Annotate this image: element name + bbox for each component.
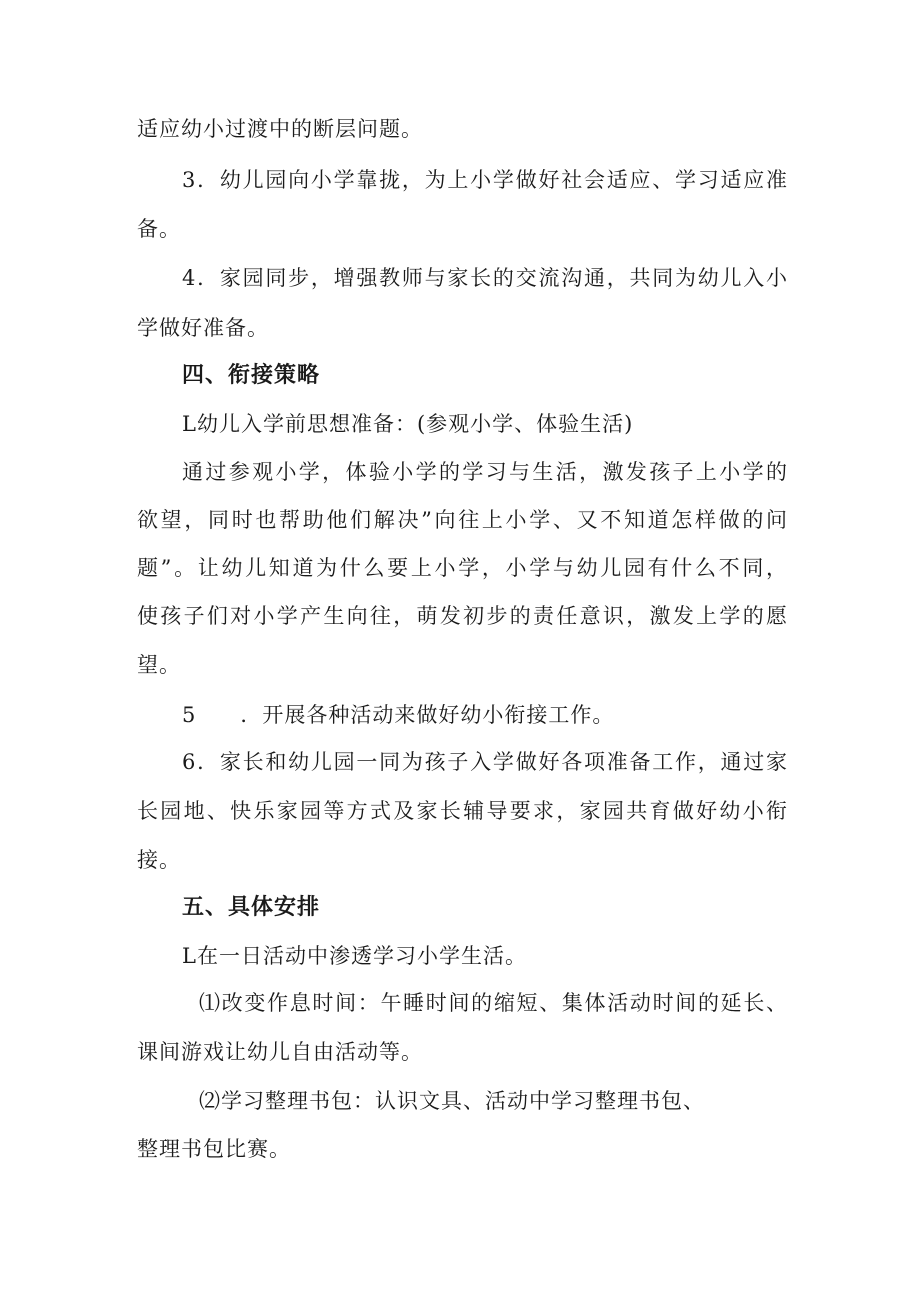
text-line: 望。: [137, 653, 181, 677]
section-heading: 五、具体安排: [182, 895, 321, 920]
text-line: 接。: [137, 848, 181, 872]
text-line: L幼儿入学前思想准备：(参观小学、体验生活): [182, 412, 634, 436]
text-line: L在一日活动中渗透学习小学生活。: [182, 944, 527, 968]
text-line: ⑵学习整理书包：认识文具、活动中学习整理书包、: [199, 1089, 705, 1113]
text-line: 4．家园同步，增强教师与家长的交流沟通，共同为幼儿入小: [182, 266, 788, 290]
text-line: 通过参观小学，体验小学的学习与生活，激发孩子上小学的: [182, 460, 788, 484]
text-line: 长园地、快乐家园等方式及家长辅导要求，家园共育做好幼小衔: [137, 799, 788, 823]
text-line: 课间游戏让幼儿自由活动等。: [137, 1040, 423, 1064]
text-line: 备。: [137, 217, 181, 241]
text-line: 整理书包比赛。: [137, 1137, 291, 1161]
text-line: 5 ．开展各种活动来做好幼小衔接工作。: [182, 703, 615, 727]
text-line: ⑴改变作息时间：午睡时间的缩短、集体活动时间的延长、: [199, 991, 788, 1015]
text-line: 学做好准备。: [137, 316, 269, 340]
text-line: 使孩子们对小学产生向往，萌发初步的责任意识，激发上学的愿: [137, 604, 788, 628]
text-line: 3．幼儿园向小学靠拢，为上小学做好社会适应、学习适应准: [182, 168, 788, 192]
section-heading: 四、衔接策略: [182, 363, 321, 388]
text-line: 题”。让幼儿知道为什么要上小学，小学与幼儿园有什么不同，: [137, 556, 788, 580]
text-line: 适应幼小过渡中的断层问题。: [137, 117, 423, 141]
text-line: 6．家长和幼儿园一同为孩子入学做好各项准备工作，通过家: [182, 750, 788, 774]
text-line: 欲望，同时也帮助他们解决”向往上小学、又不知道怎样做的问: [137, 508, 788, 532]
